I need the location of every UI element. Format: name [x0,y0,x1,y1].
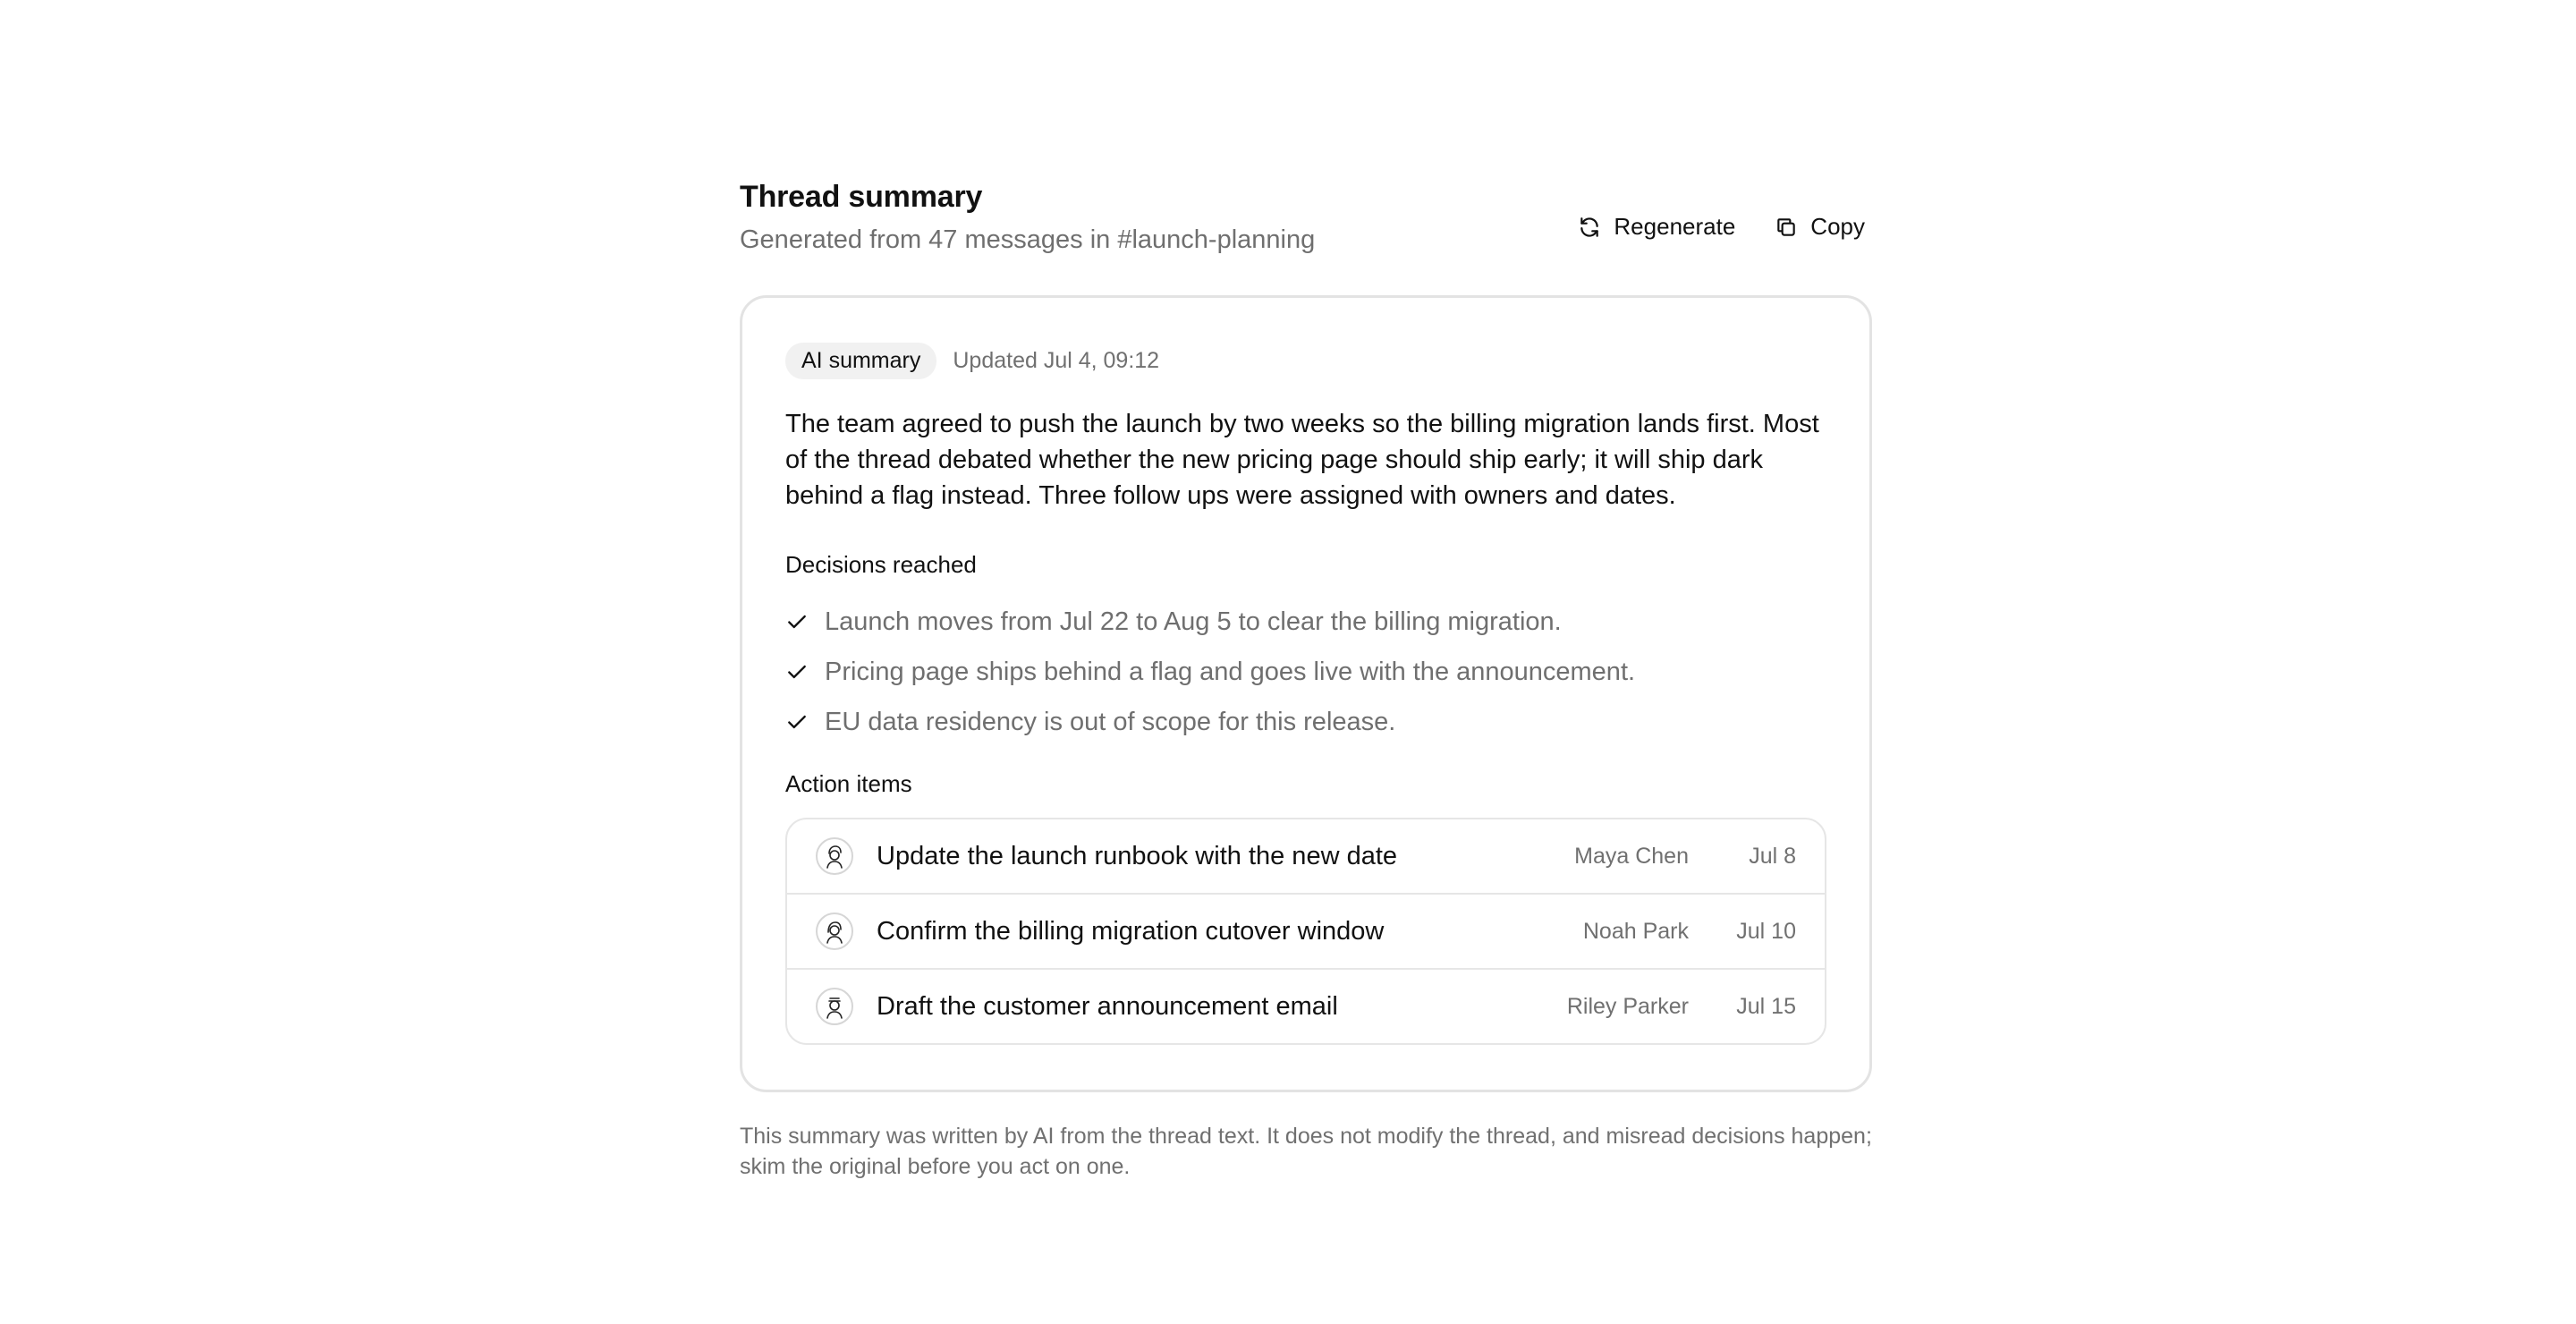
check-icon [785,610,809,633]
action-items-table [785,818,1826,1045]
copy-button[interactable] [1775,213,1865,241]
action-item-due: Jul 15 [1736,993,1796,1019]
decisions-heading: Decisions reached [785,551,977,578]
regenerate-label: Regenerate [1614,213,1736,240]
copy-label: Copy [1810,213,1865,240]
action-item-task: Confirm the billing migration cutover window [877,916,1385,946]
updated-timestamp: Updated Jul 4, 09:12 [953,348,1160,373]
action-item-due: Jul 10 [1736,918,1796,944]
thread-summary-panel [740,174,1872,1204]
copy-icon [1775,216,1798,239]
action-item-row[interactable] [787,968,1825,1043]
action-item-row[interactable] [787,819,1825,893]
ai-disclaimer: This summary was written by AI from the thread text. It does not modify the thread, and misread decisions happen; skim the original before you act on one. [740,1124,1872,1179]
avatar-icon [816,988,853,1025]
decision-item [785,647,1826,697]
action-items-heading: Action items [785,770,912,797]
avatar-icon [816,837,853,875]
action-item-task: Draft the customer announcement email [877,991,1338,1021]
decisions-list [785,597,1826,747]
action-item-task: Update the launch runbook with the new date [877,841,1398,870]
check-icon [785,710,809,734]
decision-text: Pricing page ships behind a flag and goes live with the announcement. [825,657,1636,686]
ai-summary-badge: AI summary [785,343,936,379]
action-item-owner: Maya Chen [1574,843,1689,869]
action-item-owner: Noah Park [1582,918,1689,944]
action-item-due: Jul 8 [1749,843,1796,869]
summary-meta [785,343,1826,379]
regenerate-button[interactable] [1578,213,1735,241]
page-subtitle: Generated from 47 messages in #launch-planning [740,225,1316,254]
summary-text: The team agreed to push the launch by two weeks so the billing migration lands first. Most of the thread debated whether the new pricing page should ship early; it will ship dark behind a flag instead. Three follow ups were assigned with owners and dates. [785,410,1819,510]
avatar-icon [816,912,853,950]
summary-card [740,295,1872,1092]
decision-item [785,697,1826,747]
summary-header [740,174,1872,259]
refresh-icon [1578,216,1601,239]
action-item-row[interactable] [787,893,1825,968]
header-actions [1578,213,1865,241]
decision-text: EU data residency is out of scope for this release. [825,707,1396,736]
check-icon [785,660,809,683]
page-title: Thread summary [740,180,983,214]
action-item-owner: Riley Parker [1566,993,1689,1019]
decision-text: Launch moves from Jul 22 to Aug 5 to clear the billing migration. [825,607,1562,636]
decision-item [785,597,1826,647]
